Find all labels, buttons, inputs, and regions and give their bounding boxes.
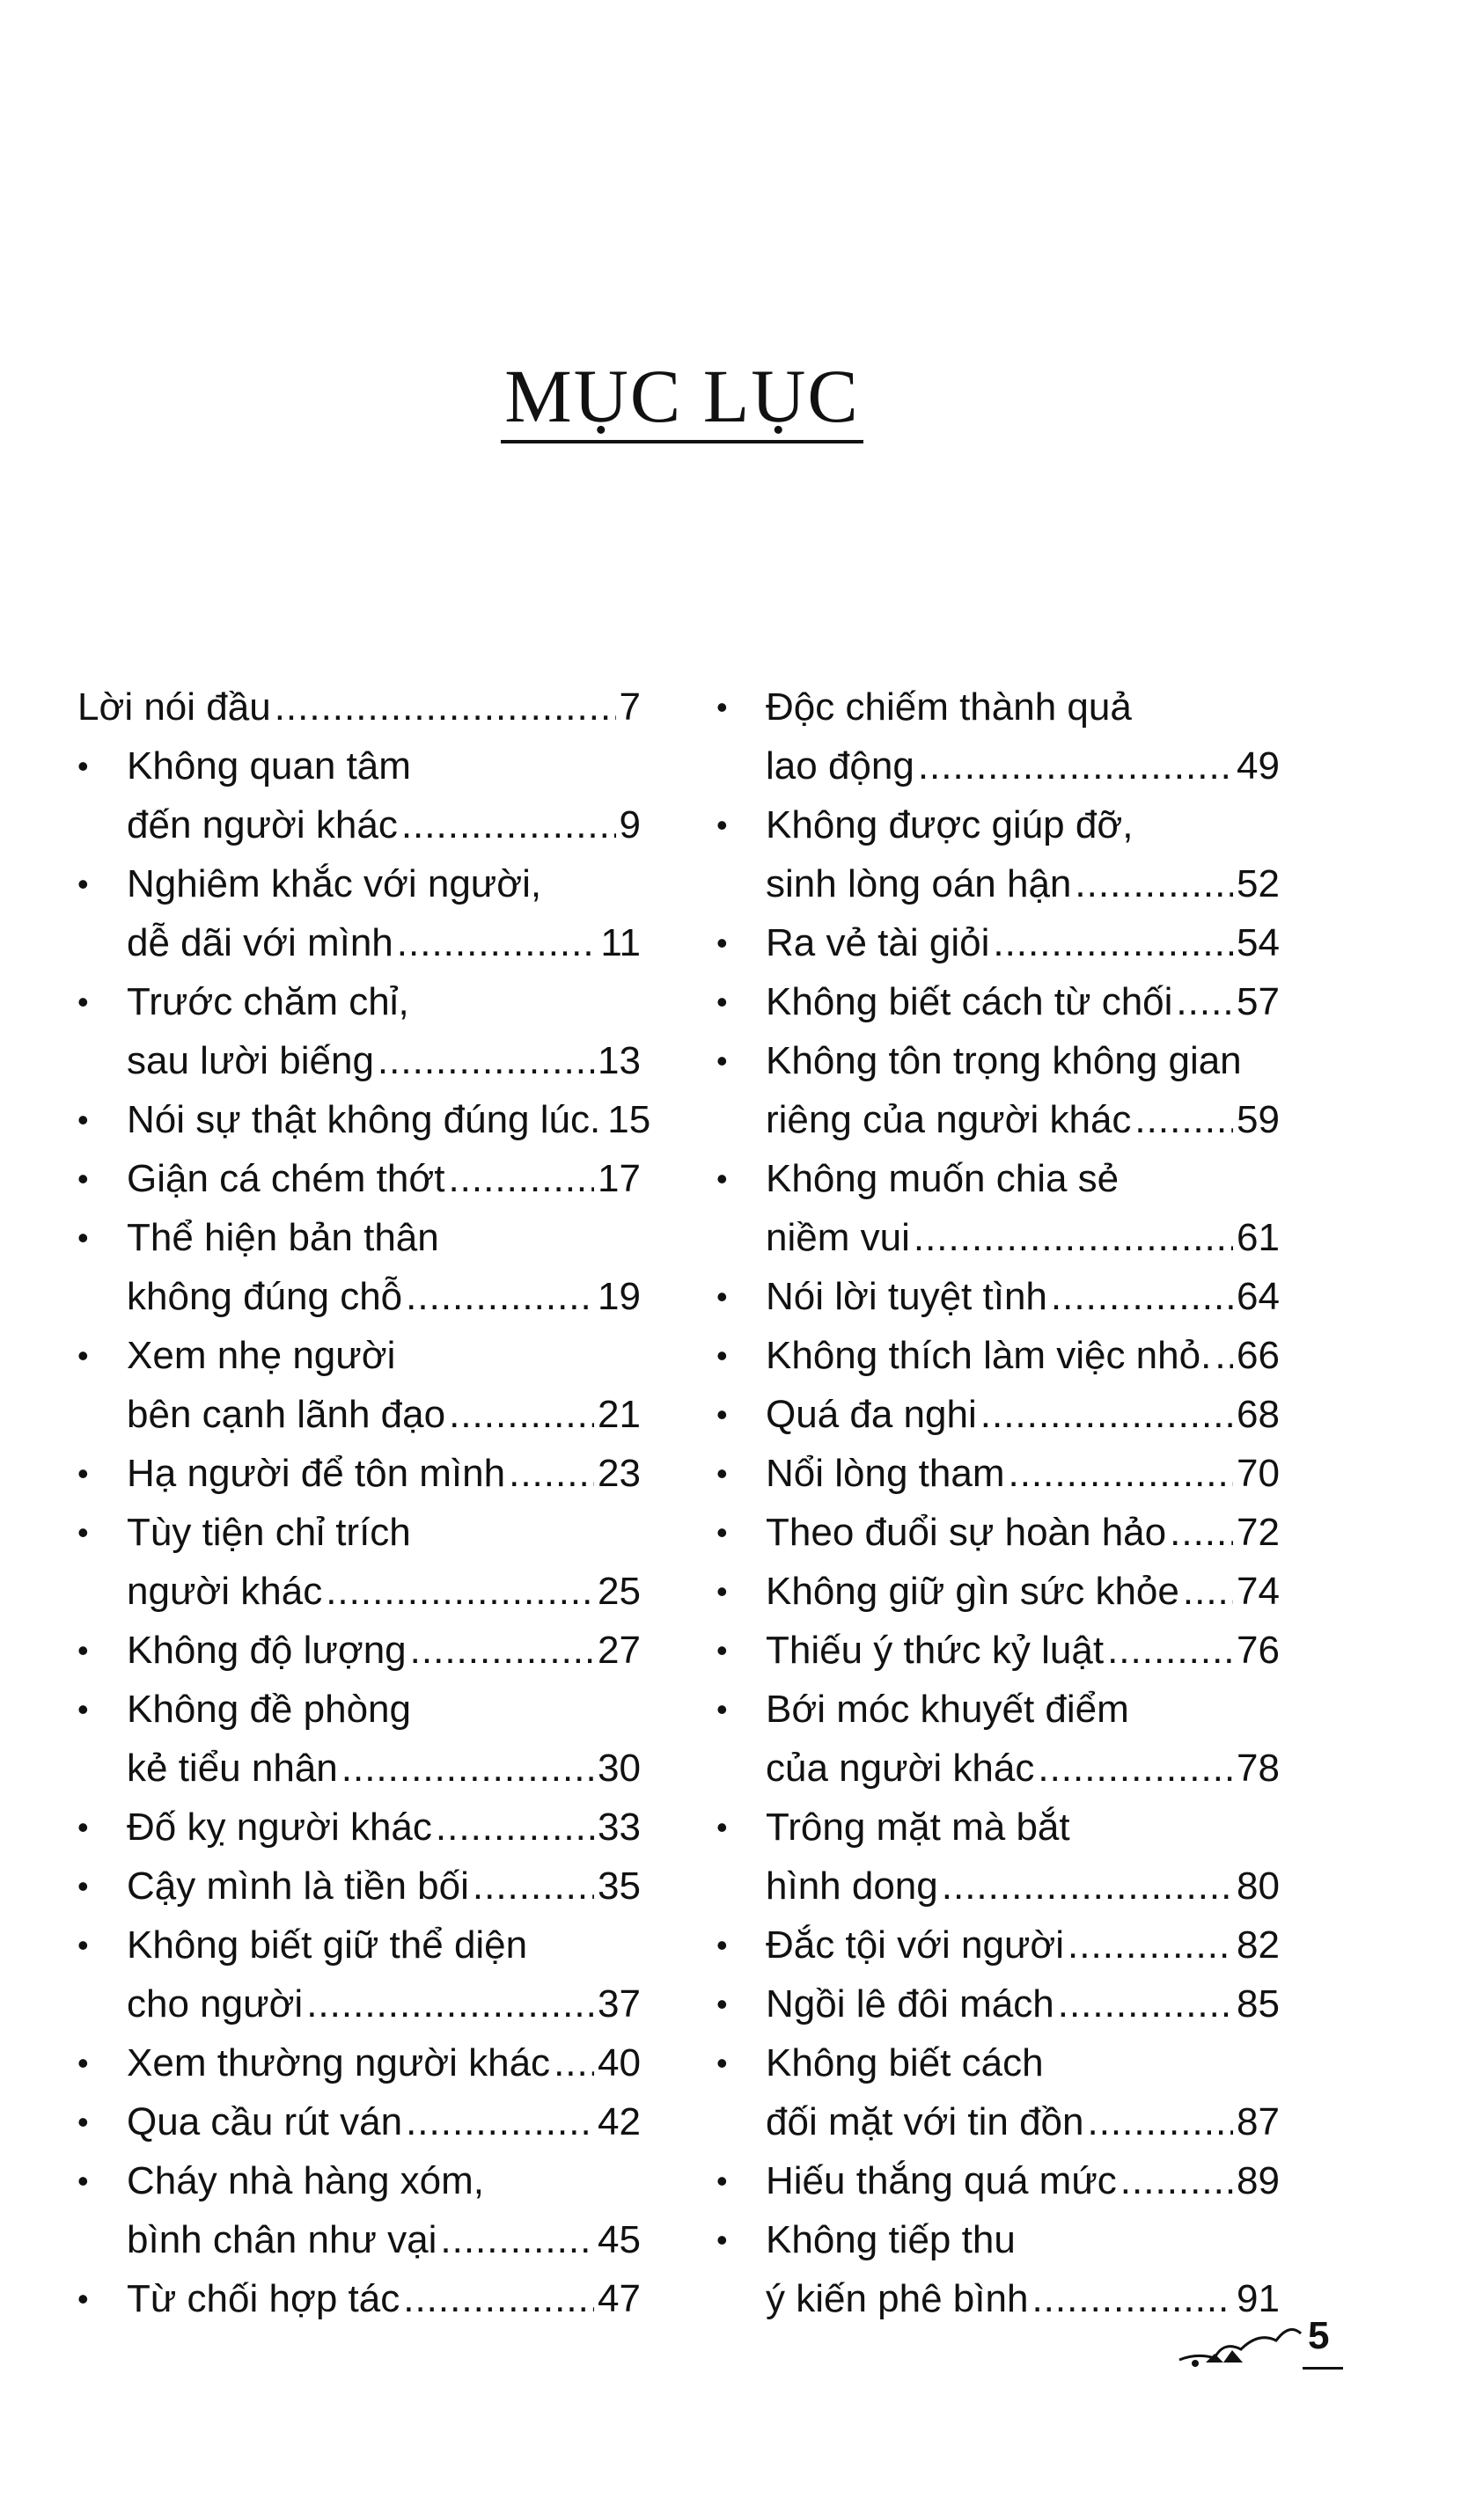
toc-entry bbox=[716, 1974, 1280, 2033]
toc-entry-title: ý kiến phê bình bbox=[766, 2277, 1029, 2320]
toc-entry-row bbox=[127, 2092, 641, 2151]
toc-entry-title: Không quan tâm bbox=[127, 744, 411, 788]
toc-entry-title: đến người khác bbox=[127, 803, 398, 846]
toc-entry-page: 78 bbox=[1237, 1747, 1280, 1790]
toc-entry-row bbox=[127, 1857, 641, 1916]
toc-entry-row bbox=[766, 1857, 1280, 1916]
toc-entry-page: 76 bbox=[1237, 1629, 1280, 1672]
toc-entry-title: dễ dãi với mình bbox=[127, 921, 393, 964]
dot-leader bbox=[397, 913, 598, 972]
toc-entry bbox=[716, 1031, 1280, 1090]
toc-entry-page: 21 bbox=[598, 1393, 641, 1436]
bullet-icon: • bbox=[716, 1396, 728, 1432]
dot-leader bbox=[449, 1385, 594, 1444]
bullet-icon: • bbox=[716, 1043, 728, 1079]
dot-leader bbox=[406, 1267, 594, 1326]
toc-entry-page: 68 bbox=[1237, 1393, 1280, 1436]
toc-entry-page: 23 bbox=[598, 1452, 641, 1495]
bullet-icon: • bbox=[716, 689, 728, 725]
toc-entry-row bbox=[766, 1621, 1280, 1680]
dot-leader bbox=[918, 736, 1233, 795]
toc-entry-row bbox=[766, 1090, 1280, 1149]
toc-entry-title: người khác bbox=[127, 1570, 323, 1613]
toc-entry-row bbox=[766, 1208, 1280, 1267]
toc-entry-row bbox=[766, 678, 1280, 736]
bullet-icon: • bbox=[716, 1278, 728, 1315]
dot-leader bbox=[306, 1974, 594, 2033]
toc-entry-title: Cháy nhà hàng xóm, bbox=[127, 2159, 485, 2202]
toc-entry-page: 45 bbox=[598, 2218, 641, 2261]
toc-entry bbox=[716, 1503, 1280, 1562]
toc-entry-title: Không độ lượng bbox=[127, 1629, 407, 1672]
toc-entry-page: 72 bbox=[1237, 1511, 1280, 1554]
ornament-icon bbox=[1171, 2314, 1303, 2376]
toc-entry-row bbox=[766, 1916, 1280, 1974]
bullet-icon: • bbox=[716, 807, 728, 843]
dot-leader bbox=[1107, 1621, 1233, 1680]
bullet-icon: • bbox=[77, 1161, 89, 1197]
dot-leader bbox=[1215, 1326, 1233, 1385]
bullet-icon: • bbox=[716, 2222, 728, 2258]
toc-entry-page: 17 bbox=[598, 1157, 641, 1200]
dot-leader bbox=[1075, 854, 1233, 913]
toc-entry-row bbox=[127, 2151, 641, 2210]
toc-entry-row bbox=[127, 1621, 641, 1680]
toc-entry-row bbox=[127, 2269, 641, 2328]
toc-entry bbox=[77, 1562, 641, 1621]
toc-entry-row bbox=[127, 854, 641, 913]
dot-leader bbox=[993, 913, 1233, 972]
toc-entry-page: 47 bbox=[598, 2277, 641, 2320]
toc-entry bbox=[77, 1739, 641, 1798]
toc-entry-row bbox=[766, 972, 1280, 1031]
bullet-icon: • bbox=[77, 1220, 89, 1256]
bullet-icon: • bbox=[77, 2281, 89, 2317]
toc-entry-title: Thể hiện bản thân bbox=[127, 1216, 439, 1259]
bullet-icon: • bbox=[77, 1868, 89, 1904]
toc-entry bbox=[77, 2210, 641, 2269]
toc-entry-row bbox=[766, 1503, 1280, 1562]
toc-entry-row bbox=[127, 1326, 641, 1385]
toc-entry-title: của người khác bbox=[766, 1747, 1035, 1790]
dot-leader bbox=[914, 1208, 1233, 1267]
dot-leader bbox=[1120, 2151, 1233, 2210]
toc-entry bbox=[77, 1326, 641, 1385]
toc-entry-row bbox=[766, 1798, 1280, 1857]
bullet-icon: • bbox=[77, 2045, 89, 2081]
toc-entry-title: Nói sự thật không đúng lúc. bbox=[127, 1098, 601, 1141]
toc-entry bbox=[77, 1267, 641, 1326]
toc-entry-page: 37 bbox=[598, 1982, 641, 2026]
bullet-icon: • bbox=[77, 2163, 89, 2199]
toc-entry-row bbox=[766, 1149, 1280, 1208]
toc-entry-title: Không biết cách bbox=[766, 2041, 1044, 2084]
toc-entry-title: Đắc tội với người bbox=[766, 1923, 1065, 1967]
page-title: MỤC LỤC bbox=[501, 352, 863, 443]
toc-entry-row bbox=[127, 2210, 641, 2269]
toc-entry-title: niềm vui bbox=[766, 1216, 910, 1259]
toc-entry-page: 35 bbox=[598, 1864, 641, 1908]
toc-entry-row bbox=[766, 913, 1280, 972]
toc-entry-page: 59 bbox=[1237, 1098, 1280, 1141]
bullet-icon: • bbox=[77, 1809, 89, 1845]
toc-entry-row bbox=[766, 1444, 1280, 1503]
toc-entry-title: Không thích làm việc nhỏ. bbox=[766, 1334, 1212, 1377]
toc-entry bbox=[716, 1444, 1280, 1503]
toc-entry-title: Từ chối hợp tác bbox=[127, 2277, 400, 2320]
toc-entry-row bbox=[766, 2210, 1280, 2269]
toc-entry-page: 15 bbox=[607, 1098, 651, 1141]
dot-leader bbox=[406, 2092, 594, 2151]
toc-entry-title: Không được giúp đỡ, bbox=[766, 803, 1134, 846]
page-number: 5 bbox=[1308, 2314, 1330, 2357]
toc-entry-page: 13 bbox=[598, 1039, 641, 1082]
toc-entry-row bbox=[127, 736, 641, 795]
bullet-icon: • bbox=[77, 1455, 89, 1491]
bullet-icon: • bbox=[77, 748, 89, 784]
bullet-icon: • bbox=[77, 1102, 89, 1138]
dot-leader bbox=[1058, 1974, 1233, 2033]
toc-entry-title: Nói lời tuyệt tình bbox=[766, 1275, 1047, 1318]
toc-entry-title: Nghiêm khắc với người, bbox=[127, 862, 542, 905]
bullet-icon: • bbox=[716, 1809, 728, 1845]
dot-leader bbox=[1068, 1916, 1233, 1974]
toc-entry bbox=[77, 913, 641, 972]
toc-entry bbox=[77, 2033, 641, 2092]
page-number-rule bbox=[1303, 2367, 1343, 2370]
toc-entry bbox=[716, 1385, 1280, 1444]
toc-entry-title: Không tôn trọng không gian bbox=[766, 1039, 1242, 1082]
bullet-icon: • bbox=[716, 1691, 728, 1727]
bullet-icon: • bbox=[716, 984, 728, 1020]
toc-entry-title: Cậy mình là tiền bối bbox=[127, 1864, 469, 1908]
toc-entry-title: Không muốn chia sẻ bbox=[766, 1157, 1120, 1200]
dot-leader bbox=[942, 1857, 1233, 1916]
bullet-icon: • bbox=[77, 984, 89, 1020]
toc-entry-title: sinh lòng oán hận bbox=[766, 862, 1072, 905]
toc-entry-title: Bới móc khuyết điểm bbox=[766, 1688, 1129, 1731]
toc-entry bbox=[77, 1031, 641, 1090]
toc-entry bbox=[716, 1326, 1280, 1385]
toc-entry bbox=[716, 1090, 1280, 1149]
toc-entry-row bbox=[127, 1444, 641, 1503]
bullet-icon: • bbox=[716, 1161, 728, 1197]
toc-entry bbox=[716, 972, 1280, 1031]
toc-entry-title: bình chân như vại bbox=[127, 2218, 437, 2261]
toc-entry bbox=[716, 1916, 1280, 1974]
toc-entry-title: Hạ người để tôn mình bbox=[127, 1452, 506, 1495]
bullet-icon: • bbox=[716, 1927, 728, 1963]
toc-entry-row bbox=[766, 795, 1280, 854]
toc-entry-row bbox=[127, 1208, 641, 1267]
bullet-icon: • bbox=[716, 2045, 728, 2081]
toc-entry bbox=[77, 795, 641, 854]
bullet-icon: • bbox=[716, 1514, 728, 1550]
toc-entry-title: Ra vẻ tài giỏi bbox=[766, 921, 990, 964]
toc-entry bbox=[77, 1149, 641, 1208]
toc-entry bbox=[77, 678, 641, 736]
toc-entry-row bbox=[766, 854, 1280, 913]
toc-entry-row bbox=[766, 736, 1280, 795]
toc-entry-row bbox=[766, 2151, 1280, 2210]
toc-entry-title: Không tiếp thu bbox=[766, 2218, 1016, 2261]
dot-leader bbox=[554, 2033, 594, 2092]
toc-entry bbox=[716, 1208, 1280, 1267]
toc-entry bbox=[716, 2210, 1280, 2269]
bullet-icon: • bbox=[77, 1632, 89, 1668]
toc-entry-page: 70 bbox=[1237, 1452, 1280, 1495]
toc-entry bbox=[77, 1974, 641, 2033]
toc-entry bbox=[716, 795, 1280, 854]
toc-entry bbox=[77, 1621, 641, 1680]
bullet-icon: • bbox=[716, 1986, 728, 2022]
dot-leader bbox=[410, 1621, 594, 1680]
toc-entry bbox=[77, 736, 641, 795]
toc-entry-row bbox=[127, 1149, 641, 1208]
toc-entry-page: 82 bbox=[1237, 1923, 1280, 1967]
toc-entry bbox=[716, 2033, 1280, 2092]
toc-entry-title: Thiếu ý thức kỷ luật bbox=[766, 1629, 1105, 1672]
dot-leader bbox=[326, 1562, 594, 1621]
toc-entry-title: Không đề phòng bbox=[127, 1688, 411, 1731]
toc-entry bbox=[716, 1267, 1280, 1326]
toc-entry-title: Trông mặt mà bắt bbox=[766, 1806, 1070, 1849]
toc-entry-title: Lời nói đầu bbox=[77, 685, 271, 729]
bullet-icon: • bbox=[77, 1927, 89, 1963]
toc-entry bbox=[716, 2092, 1280, 2151]
toc-entry-row bbox=[766, 1680, 1280, 1739]
dot-leader bbox=[980, 1385, 1233, 1444]
dot-leader bbox=[1176, 972, 1233, 1031]
dot-leader bbox=[473, 1857, 594, 1916]
toc-entry-page: 7 bbox=[619, 685, 641, 729]
toc-entry-page: 89 bbox=[1237, 2159, 1280, 2202]
toc-entry-row bbox=[127, 1267, 641, 1326]
toc-entry-row bbox=[766, 1326, 1280, 1385]
toc-entry-row bbox=[127, 913, 641, 972]
toc-entry-page: 9 bbox=[619, 803, 641, 846]
toc-entry-page: 30 bbox=[598, 1747, 641, 1790]
toc-entry-page: 64 bbox=[1237, 1275, 1280, 1318]
toc-entry-title: Theo đuổi sự hoàn hảo bbox=[766, 1511, 1167, 1554]
toc-entry-page: 54 bbox=[1237, 921, 1280, 964]
toc-left-column bbox=[77, 678, 651, 2328]
dot-leader bbox=[1134, 1090, 1233, 1149]
bullet-icon: • bbox=[716, 1455, 728, 1491]
bullet-icon: • bbox=[716, 1337, 728, 1374]
toc-entry-title: Giận cá chém thớt bbox=[127, 1157, 445, 1200]
bullet-icon: • bbox=[77, 1514, 89, 1550]
toc-entry-page: 52 bbox=[1237, 862, 1280, 905]
toc-entry-page: 49 bbox=[1237, 744, 1280, 788]
toc-entry-title: Độc chiếm thành quả bbox=[766, 685, 1132, 729]
toc-entry bbox=[77, 854, 641, 913]
dot-leader bbox=[1051, 1267, 1233, 1326]
bullet-icon: • bbox=[716, 1573, 728, 1609]
toc-entry-page: 85 bbox=[1237, 1982, 1280, 2026]
dot-leader bbox=[1008, 1444, 1233, 1503]
toc-entry-page: 87 bbox=[1237, 2100, 1280, 2143]
toc-entry-title: Nổi lòng tham bbox=[766, 1452, 1005, 1495]
toc-entry-title: hình dong bbox=[766, 1864, 938, 1908]
toc-entry-row bbox=[127, 1680, 641, 1739]
toc-entry-page: 74 bbox=[1237, 1570, 1280, 1613]
toc-entry-row bbox=[127, 1798, 641, 1857]
toc-entry-row bbox=[127, 1916, 641, 1974]
toc-entry bbox=[716, 1798, 1280, 1857]
toc-entry-page: 25 bbox=[598, 1570, 641, 1613]
toc-entry bbox=[77, 1857, 641, 1916]
dot-leader bbox=[275, 678, 616, 736]
toc-entry bbox=[716, 736, 1280, 795]
toc-entry-row bbox=[766, 1562, 1280, 1621]
toc-entry-page: 27 bbox=[598, 1629, 641, 1672]
toc-entry-row bbox=[127, 795, 641, 854]
toc-entry bbox=[77, 2092, 641, 2151]
toc-entry-row bbox=[127, 2033, 641, 2092]
toc-entry bbox=[716, 1739, 1280, 1798]
dot-leader bbox=[341, 1739, 594, 1798]
bullet-icon: • bbox=[77, 2104, 89, 2140]
toc-entry bbox=[77, 972, 641, 1031]
toc-entry-title: sau lười biếng bbox=[127, 1039, 374, 1082]
toc-entry-title: cho người bbox=[127, 1982, 304, 2026]
toc-entry bbox=[716, 678, 1280, 736]
toc-entry bbox=[77, 1090, 651, 1149]
toc-entry-title: Đố kỵ người khác bbox=[127, 1806, 432, 1849]
dot-leader bbox=[1183, 1562, 1233, 1621]
toc-entry-row bbox=[766, 1031, 1280, 1090]
toc-entry-title: đối mặt với tin đồn bbox=[766, 2100, 1084, 2143]
dot-leader bbox=[1170, 1503, 1233, 1562]
toc-entry bbox=[716, 1562, 1280, 1621]
toc-entry-title: lao động bbox=[766, 744, 914, 788]
bullet-icon: • bbox=[716, 1632, 728, 1668]
toc-entry-row bbox=[766, 2033, 1280, 2092]
dot-leader bbox=[436, 1798, 594, 1857]
toc-entry-title: riêng của người khác bbox=[766, 1098, 1132, 1141]
toc-entry-row bbox=[766, 1974, 1280, 2033]
page-title-wrapper bbox=[0, 352, 1364, 443]
dot-leader bbox=[1038, 1739, 1233, 1798]
toc-entry bbox=[77, 1444, 641, 1503]
dot-leader bbox=[440, 2210, 594, 2269]
dot-leader bbox=[1087, 2092, 1233, 2151]
toc-entry-title: Hiếu thắng quá mức bbox=[766, 2159, 1117, 2202]
toc-entry-row bbox=[127, 1090, 651, 1149]
toc-entry bbox=[716, 854, 1280, 913]
bullet-icon: • bbox=[716, 925, 728, 961]
toc-entry bbox=[77, 2269, 641, 2328]
toc-entry-row bbox=[766, 1267, 1280, 1326]
bullet-icon: • bbox=[716, 2163, 728, 2199]
toc-entry-title: Qua cầu rút ván bbox=[127, 2100, 403, 2143]
toc-entry-row bbox=[77, 678, 641, 736]
toc-entry bbox=[716, 913, 1280, 972]
toc-entry-title: Không giữ gìn sức khỏe bbox=[766, 1570, 1179, 1613]
toc-entry-page: 40 bbox=[598, 2041, 641, 2084]
bullet-icon: • bbox=[77, 866, 89, 902]
toc-entry-row bbox=[127, 1739, 641, 1798]
toc-entry-page: 80 bbox=[1237, 1864, 1280, 1908]
toc-entry-title: kẻ tiểu nhân bbox=[127, 1747, 338, 1790]
toc-entry-row bbox=[766, 1739, 1280, 1798]
toc-entry-row bbox=[127, 1031, 641, 1090]
toc-entry-page: 19 bbox=[598, 1275, 641, 1318]
toc-entry bbox=[716, 2151, 1280, 2210]
toc-entry bbox=[77, 1798, 641, 1857]
toc-right-column bbox=[716, 678, 1280, 2328]
toc-entry-title: Không biết giữ thể diện bbox=[127, 1923, 528, 1967]
toc-entry bbox=[77, 2151, 641, 2210]
dot-leader bbox=[448, 1149, 594, 1208]
toc-entry-page: 91 bbox=[1237, 2277, 1280, 2320]
toc-entry-row bbox=[127, 972, 641, 1031]
toc-entry-row bbox=[127, 1385, 641, 1444]
toc-entry-title: Trước chăm chỉ, bbox=[127, 980, 409, 1023]
toc-entry-row bbox=[127, 1503, 641, 1562]
toc-entry-title: Xem thường người khác bbox=[127, 2041, 551, 2084]
toc-entry-page: 33 bbox=[598, 1806, 641, 1849]
toc-entry-row bbox=[766, 2092, 1280, 2151]
toc-entry bbox=[716, 1149, 1280, 1208]
dot-leader bbox=[403, 2269, 594, 2328]
toc-entry bbox=[77, 1385, 641, 1444]
toc-entry-title: không đúng chỗ bbox=[127, 1275, 403, 1318]
toc-entry-title: Không biết cách từ chối bbox=[766, 980, 1173, 1023]
toc-entry bbox=[77, 1680, 641, 1739]
toc-entry bbox=[716, 1680, 1280, 1739]
toc-entry-row bbox=[766, 1385, 1280, 1444]
toc-entry bbox=[716, 1857, 1280, 1916]
toc-entry-page: 57 bbox=[1237, 980, 1280, 1023]
toc-entry bbox=[716, 1621, 1280, 1680]
toc-entry-title: Xem nhẹ người bbox=[127, 1334, 396, 1377]
dot-leader bbox=[401, 795, 616, 854]
toc-entry-title: Quá đa nghi bbox=[766, 1393, 977, 1436]
toc-entry-page: 42 bbox=[598, 2100, 641, 2143]
bullet-icon: • bbox=[77, 1691, 89, 1727]
toc-entry bbox=[77, 1208, 641, 1267]
dot-leader bbox=[509, 1444, 594, 1503]
page-number-area bbox=[1171, 2314, 1347, 2384]
toc-entry-page: 66 bbox=[1237, 1334, 1280, 1377]
bullet-icon: • bbox=[77, 1337, 89, 1374]
toc-entry bbox=[77, 1503, 641, 1562]
toc-entry bbox=[77, 1916, 641, 1974]
toc-entry-title: Tùy tiện chỉ trích bbox=[127, 1511, 411, 1554]
toc-entry-page: 11 bbox=[600, 921, 641, 964]
toc-entry-row bbox=[127, 1562, 641, 1621]
toc-entry-title: Ngồi lê đôi mách bbox=[766, 1982, 1054, 2026]
toc-entry-row bbox=[127, 1974, 641, 2033]
toc-entry-title: bên cạnh lãnh đạo bbox=[127, 1393, 446, 1436]
toc-entry-page: 61 bbox=[1237, 1216, 1280, 1259]
dot-leader bbox=[378, 1031, 594, 1090]
